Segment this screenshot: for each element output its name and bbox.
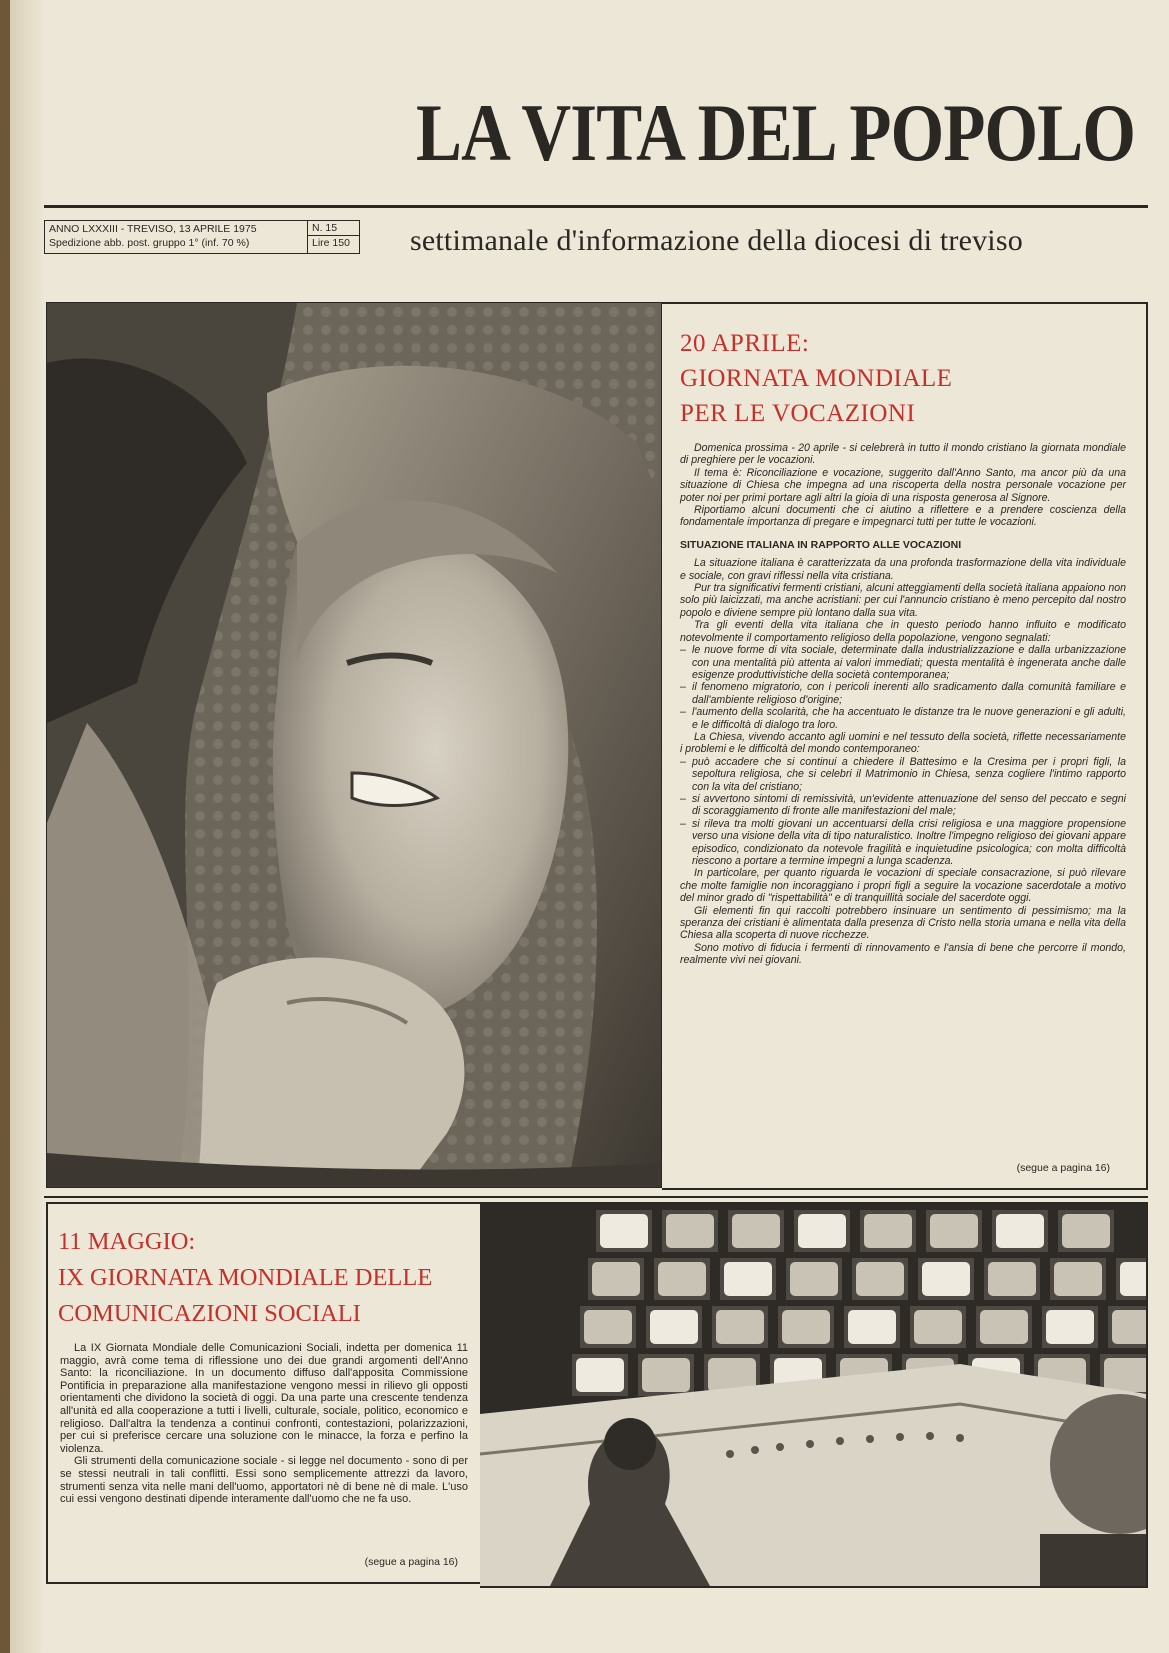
monitor-screen: [1046, 1310, 1094, 1344]
monitor-screen: [798, 1214, 846, 1248]
article-vocazioni: [662, 302, 1148, 1190]
paragraph: Sono motivo di fiducia i fermenti di rinnovamento e l'ansia di bene che percorre il mondo, realmente vivi nei giovani.: [680, 941, 1126, 967]
paragraph: La IX Giornata Mondiale delle Comunicazioni Sociali, indetta per domenica 11 maggio, avrà come tema di riflessione uno dei due grandi argomenti dell'Anno Santo: la riconciliazione. In un documento diffuso dall'apposita Commissione Pontificia in preparazione alla manifestazione vengono messi in rilievo gli opposti orientamenti che dividono la società di oggi. Da una parte una crescente tendenza all'unità ed alla cooperazione a tutti i livelli, culturale, sociale, politico, economico e religioso. Dall'altra la tendenza a continui confronti, contestazioni, polarizzazioni, per cui si preferisce cercare una soluzione con le minacce, la forza e perfino la violenza.: [60, 1342, 468, 1455]
section-subheading: SITUAZIONE ITALIANA IN RAPPORTO ALLE VOCAZIONI: [680, 538, 962, 551]
issue-price: Lire 150: [308, 235, 360, 250]
monitor-screen: [1112, 1310, 1146, 1344]
monitor-screen: [650, 1310, 698, 1344]
monitor-screen: [980, 1310, 1028, 1344]
monitor-screen: [600, 1214, 648, 1248]
postal-line: Spedizione abb. post. gruppo 1° (inf. 70 %): [49, 237, 250, 249]
monitor-screen: [864, 1214, 912, 1248]
issue-info-box: [44, 220, 360, 254]
continued-note: (segue a pagina 16): [364, 1556, 458, 1568]
list-problems: [680, 756, 1126, 868]
monitor-screen: [592, 1262, 640, 1296]
article-comunicazioni: [46, 1202, 482, 1584]
paragraph: Pur tra significativi fermenti cristiani, alcuni atteggiamenti della società italiana appaiono non solo più laicizzati, ma anche acristiani: per cui l'annuncio cristiano è meno percepito dal nostro popolo e diviene sempre più lontano dalla sua vita.: [680, 582, 1126, 619]
title-line: COMUNICAZIONI SOCIALI: [58, 1300, 361, 1327]
paragraph: La Chiesa, vivendo accanto agli uomini e nel tessuto della società, riflette necessariamente i problemi e le difficoltà del mondo contemporaneo:: [680, 730, 1126, 756]
monitor-screen: [996, 1214, 1044, 1248]
monitor-screen: [584, 1310, 632, 1344]
control-room-illustration: [480, 1204, 1146, 1586]
article-vocazioni-body: [680, 442, 1126, 967]
title-line: IX GIORNATA MONDIALE DELLE: [58, 1264, 433, 1291]
issue-number: N. 15: [312, 222, 338, 234]
issue-info-left: [49, 222, 299, 250]
monitor-screen: [1062, 1214, 1110, 1248]
control-room-photo: [480, 1202, 1148, 1588]
monitor-screen: [666, 1214, 714, 1248]
monitor-screen: [930, 1214, 978, 1248]
paragraph: La situazione italiana è caratterizzata da una profonda trasformazione della vita individuale e sociale, con gravi riflessi nella vita cristiana.: [680, 557, 1126, 582]
couple-photo-illustration: [47, 303, 661, 1187]
monitor-screen: [1054, 1262, 1102, 1296]
monitor-screen: [922, 1262, 970, 1296]
masthead-subtitle: settimanale d'informazione della diocesi di treviso: [410, 224, 1023, 257]
list-item: – le nuove forme di vita sociale, determinate dalla industrializzazione e dalla urbanizzazione con una mentalità più attenta ai valori immediati; questa mentalità è ingenerata anche dalle esigenze produttivistiche della società contemporanea;: [680, 644, 1126, 681]
binding-shadow: [10, 0, 44, 1653]
monitor-screen: [1104, 1358, 1146, 1392]
monitor-screen: [716, 1310, 764, 1344]
monitor-screen: [724, 1262, 772, 1296]
list-item: – si rileva tra molti giovani un accentuarsi della crisi religiosa e una maggiore propensione verso una visione della vita di tipo naturalistico. Inoltre l'impegno religioso dei giovani appare episodico, condizionato da notevole fragilità e inquietudine psicologica; con molta difficoltà riescono a portare a termine impegni a lunga scadenza.: [680, 818, 1126, 868]
newspaper-page: [10, 0, 1169, 1653]
paragraph: In particolare, per quanto riguarda le vocazioni di speciale consacrazione, si può rilevare che molte famiglie non incoraggiano i propri figli a seguire la vocazione sacerdotale a motivo del minor grado di "rispettabilità" e di tranquillità sociale del sacerdote oggi.: [680, 867, 1126, 905]
monitor-screen: [988, 1262, 1036, 1296]
title-line: 11 MAGGIO:: [58, 1228, 196, 1255]
list-item: – il fenomeno migratorio, con i pericoli inerenti allo sradicamento dalla comunità familiare e dall'ambiente religioso d'origine;: [680, 681, 1126, 706]
monitor-screen: [782, 1310, 830, 1344]
issue-info-right: [307, 221, 360, 253]
paragraph: Domenica prossima - 20 aprile - si celebrerà in tutto il mondo cristiano la giornata mondiale di preghiere per le vocazioni.: [680, 442, 1126, 467]
article-comunicazioni-body: [60, 1342, 468, 1506]
title-line: 20 APRILE:: [680, 330, 810, 357]
list-factors: [680, 644, 1126, 731]
list-item: – si avvertono sintomi di remissività, un'evidente attenuazione del senso del peccato e segni di scoraggiamento di fronte alle manifestazioni del male;: [680, 793, 1126, 818]
title-line: GIORNATA MONDIALE: [680, 365, 953, 392]
masthead-title: LA VITA DEL POPOLO: [415, 87, 1135, 178]
continued-note: (segue a pagina 16): [1016, 1162, 1110, 1174]
paragraph: Tra gli eventi della vita italiana che in questo periodo hanno influito e modificato notevolmente il comportamento religioso della popolazione, vengono segnalati:: [680, 619, 1126, 644]
monitor-screen: [914, 1310, 962, 1344]
list-item: – può accadere che si continui a chiedere il Battesimo e la Cresima per i propri figli, la sepoltura religiosa, che si celebri il Matrimonio in Chiesa, senza cogliere l'intimo rapporto con la vita del cristiano;: [680, 756, 1126, 793]
monitor-screen: [790, 1262, 838, 1296]
section-rule: [44, 1196, 1148, 1198]
article-vocazioni-title: [680, 326, 1120, 431]
title-line: PER LE VOCAZIONI: [680, 400, 916, 427]
paragraph: Gli elementi fin qui raccolti potrebbero insinuare un sentimento di pessimismo; ma la speranza dei cristiani è alimentata dalla presenza di Cristo nella storia umana e nella vita della Chiesa alla scoperta di nuove ricchezze.: [680, 904, 1126, 942]
monitor-screen: [658, 1262, 706, 1296]
masthead-rule: [44, 205, 1148, 208]
paragraph: Gli strumenti della comunicazione sociale - si legge nel documento - sono di per se stessi neutrali in tali conflitti. Essi sono semplicemente attrezzi da lavoro, strumenti senza vita nelle mani dell'uomo, apportatori nè di bene nè di male. L'uso cui essi vengono destinati dipende interamente dall'uomo che ne fa uso.: [60, 1455, 468, 1506]
article-comunicazioni-title: [58, 1224, 478, 1332]
monitor-screen: [732, 1214, 780, 1248]
monitor-screen: [642, 1358, 690, 1392]
monitor-screen: [848, 1310, 896, 1344]
paragraph: Riportiamo alcuni documenti che ci aiutino a riflettere e a prendere coscienza della fondamentale importanza di pregare e impegnarci tutti per tutte le vocazioni.: [680, 504, 1126, 529]
couple-photo: [46, 302, 662, 1188]
monitor-screen: [856, 1262, 904, 1296]
list-item: – l'aumento della scolarità, che ha accentuato le distanze tra le nuove generazioni e gli adulti, e le difficoltà di dialogo tra loro.: [680, 706, 1126, 731]
issue-date-line: ANNO LXXXIII - TREVISO, 13 APRILE 1975: [49, 223, 257, 235]
monitor-screen: [1120, 1262, 1146, 1296]
monitor-screen: [576, 1358, 624, 1392]
paragraph: Il tema è: Riconciliazione e vocazione, suggerito dall'Anno Santo, ma ancor più da una situazione di Chiesa che impegna ad una riscoperta della nostra personale vocazione per poter noi per primi portare agli altri la gioia di una risposta generosa al Signore.: [680, 466, 1126, 504]
